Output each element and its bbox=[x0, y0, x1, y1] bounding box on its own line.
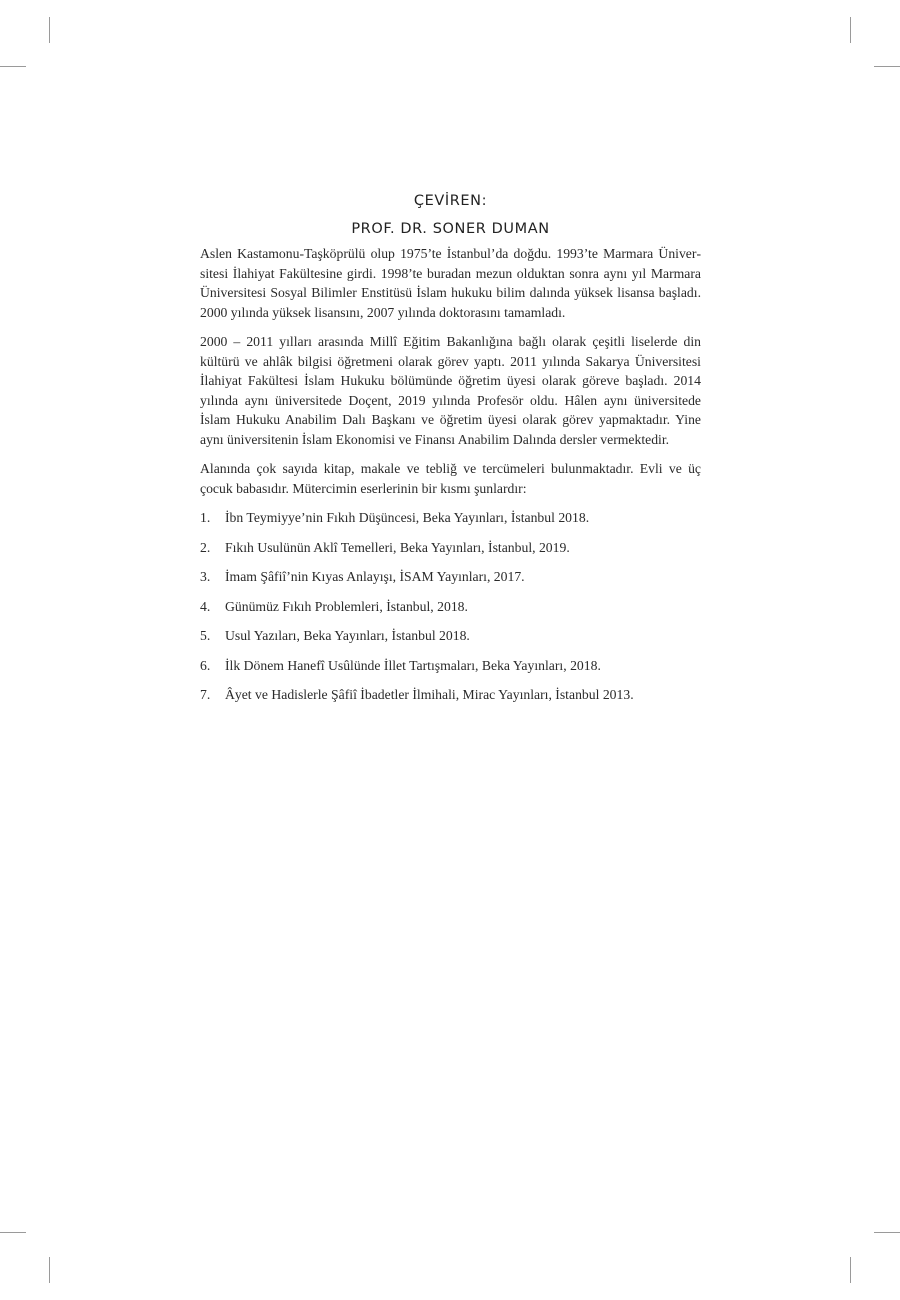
list-item bbox=[200, 538, 701, 558]
crop-mark-bottom-left-vertical bbox=[49, 1257, 50, 1283]
list-item-text: Fıkıh Usulünün Aklî Temelleri, Beka Yayınları, İstanbul, 2019. bbox=[225, 539, 570, 555]
crop-mark-bottom-right-vertical bbox=[850, 1257, 851, 1283]
list-item-text: Usul Yazıları, Beka Yayınları, İstanbul 2018. bbox=[225, 628, 470, 643]
list-item-number: 5. bbox=[200, 628, 211, 643]
list-item bbox=[200, 685, 701, 705]
translator-name: PROF. DR. SONER DUMAN bbox=[351, 221, 550, 237]
list-item-number: 7. bbox=[200, 687, 211, 702]
list-item-number: 3. bbox=[200, 569, 211, 584]
list-item-text: İmam Şâfiî’nin Kıyas Anlayışı, İSAM Yayınları, 2017. bbox=[225, 569, 525, 584]
translator-bio bbox=[200, 190, 701, 715]
crop-mark-bottom-left-horizontal bbox=[0, 1232, 26, 1233]
crop-mark-top-right-vertical bbox=[850, 17, 851, 43]
list-item-text: İbn Teymiyye’nin Fıkıh Düşüncesi, Beka Yayınları, İstanbul 2018. bbox=[225, 510, 590, 525]
list-item-number: 6. bbox=[200, 657, 211, 673]
works-list bbox=[200, 508, 701, 705]
list-item bbox=[200, 567, 701, 587]
list-item-number: 4. bbox=[200, 598, 211, 614]
list-item bbox=[200, 626, 701, 646]
list-item-number: 1. bbox=[200, 510, 211, 525]
list-item-number: 2. bbox=[200, 539, 211, 555]
bio-paragraph-career: 2000 – 2011 yılları arasında Millî Eğitim Bakanlığına bağlı olarak çeşitli liselerde din kültürü ve ahlâk bilgisi öğretmeni olarak görev yaptı. 2011 yılında Sakarya Üniversitesi İlahiyat Fakültesi İslam Hukuku bölümünde öğretim üyesi olarak göreve başladı. 2014 yılında aynı üniversitede Doçent, 2019 yılında Profesör oldu. Hâlen aynı üniversitede İslam Hukuku Anabilim Dalı Başkanı ve öğretim üyesi olarak görev yapmaktadır. Yine aynı üniversitenin İslam Ekonomisi ve Finansı Anabilim Dalında dersler vermektedir. bbox=[200, 334, 701, 447]
list-item bbox=[200, 656, 701, 676]
crop-mark-bottom-right-horizontal bbox=[874, 1232, 900, 1233]
bio-paragraph-education: Aslen Kastamonu-Taşköprülü olup 1975’te İstanbul’da doğdu. 1993’te Marmara Üniversitesi İlahiyat Fakültesine girdi. 1998’te buradan mezun olduktan sonra aynı yıl Marmara Üniversitesi Sosyal Bilimler Enstitüsü İslam hukuku bilim dalında yüksek lisansa başladı. 2000 yılında yüksek lisansını, 2007 yılında doktorasını tamamladı. bbox=[200, 246, 701, 320]
list-item bbox=[200, 508, 701, 528]
crop-mark-top-left-horizontal bbox=[0, 66, 26, 67]
list-item-text: Günümüz Fıkıh Problemleri, İstanbul, 2018. bbox=[225, 598, 468, 614]
list-item bbox=[200, 597, 701, 617]
bio-paragraph-works-intro: Alanında çok sayıda kitap, makale ve tebliğ ve tercümeleri bulunmaktadır. Evli ve üç çocuk babasıdır. Mütercimin eserlerinin bir kısmı şunlardır: bbox=[200, 461, 701, 496]
list-item-text: İlk Dönem Hanefî Usûlünde İllet Tartışmaları, Beka Yayınları, 2018. bbox=[225, 657, 601, 673]
list-item-text: Âyet ve Hadislerle Şâfiî İbadetler İlmihali, Mirac Yayınları, İstanbul 2013. bbox=[225, 687, 634, 702]
section-heading: ÇEVİREN: bbox=[413, 193, 488, 209]
crop-mark-top-left-vertical bbox=[49, 17, 50, 43]
crop-mark-top-right-horizontal bbox=[874, 66, 900, 67]
